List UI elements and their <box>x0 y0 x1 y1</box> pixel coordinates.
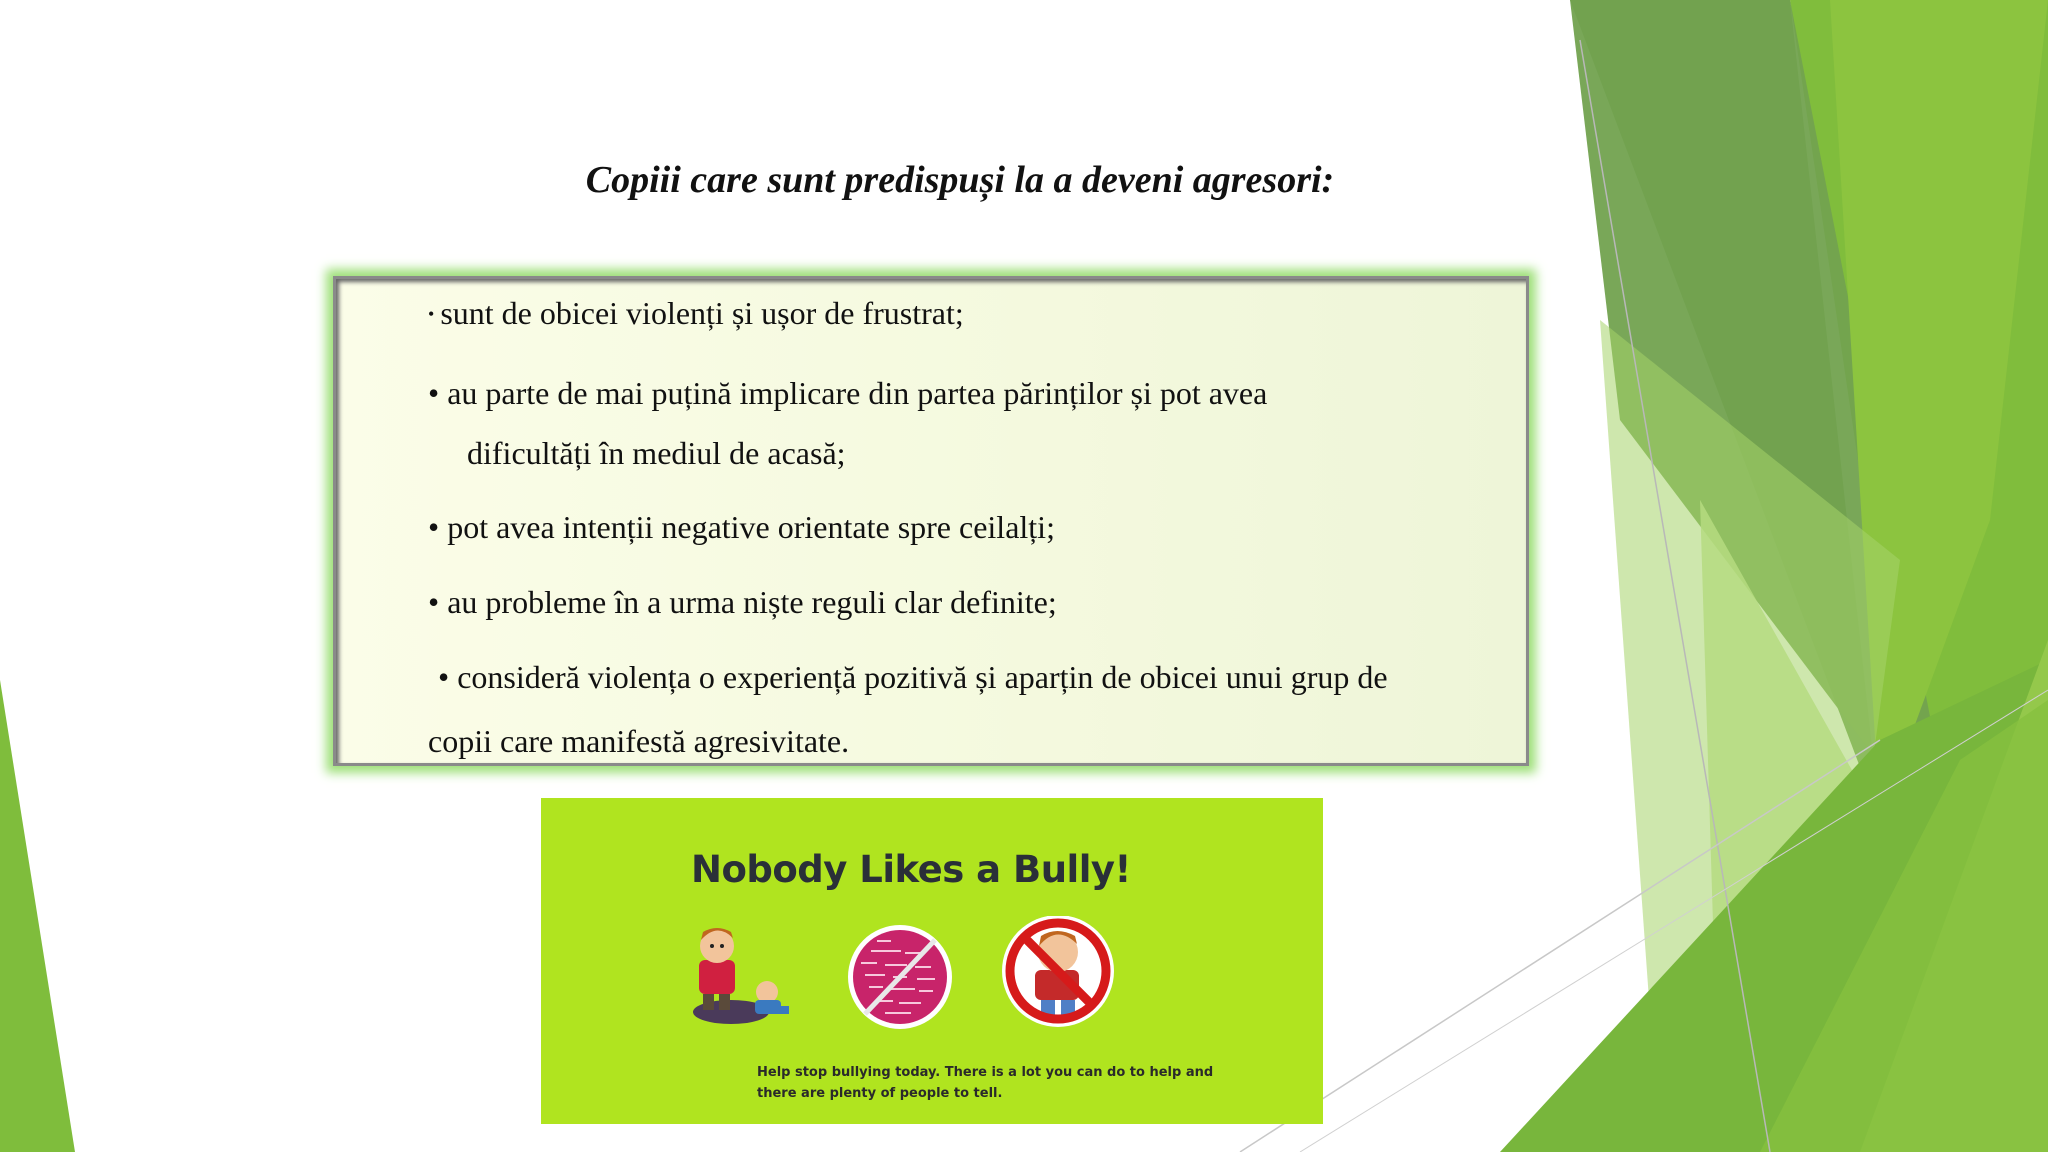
list-item-text: au probleme în a urma niște reguli clar definite; <box>447 584 1057 620</box>
list-item-text: pot avea intenții negative orientate spre ceilalți; <box>447 509 1055 545</box>
list-item <box>428 373 1267 413</box>
list-item <box>428 721 849 761</box>
list-item-text: au parte de mai puțină implicare din partea părinților și pot avea <box>447 375 1268 411</box>
list-item <box>428 507 1055 547</box>
no-bully-sign-icon <box>997 916 1119 1030</box>
bullet-marker: • <box>428 304 435 324</box>
caption-line: Help stop bullying today. There is a lot you can do to help and <box>757 1065 1214 1080</box>
bullet-marker: • <box>438 659 450 695</box>
caption-line: there are plenty of people to tell. <box>757 1086 1003 1101</box>
list-item <box>428 582 1057 622</box>
no-bullying-words-icon <box>845 922 955 1032</box>
slide-title: Copiii care sunt predispuși la a deveni agresori: <box>585 159 1335 201</box>
image-title: Nobody Likes a Bully! <box>691 848 1131 891</box>
image-caption <box>757 1062 1227 1104</box>
list-item-text: consideră violența o experiență pozitivă și aparțin de obicei unui grup de <box>457 659 1388 695</box>
list-item <box>438 657 1388 697</box>
bullet-marker: • <box>428 509 440 545</box>
bullet-box <box>333 276 1529 766</box>
list-item-text: sunt de obicei violenți și ușor de frustrat; <box>440 295 964 331</box>
list-item <box>428 293 964 334</box>
bully-cartoon-icon <box>681 920 801 1030</box>
list-item <box>467 433 846 473</box>
nobody-likes-a-bully-image <box>541 798 1323 1124</box>
bullet-marker: • <box>428 375 440 411</box>
list-item-text: copii care manifestă agresivitate. <box>428 723 850 759</box>
bullet-marker: • <box>428 584 440 620</box>
list-item-text: dificultăți în mediul de acasă; <box>467 435 846 471</box>
